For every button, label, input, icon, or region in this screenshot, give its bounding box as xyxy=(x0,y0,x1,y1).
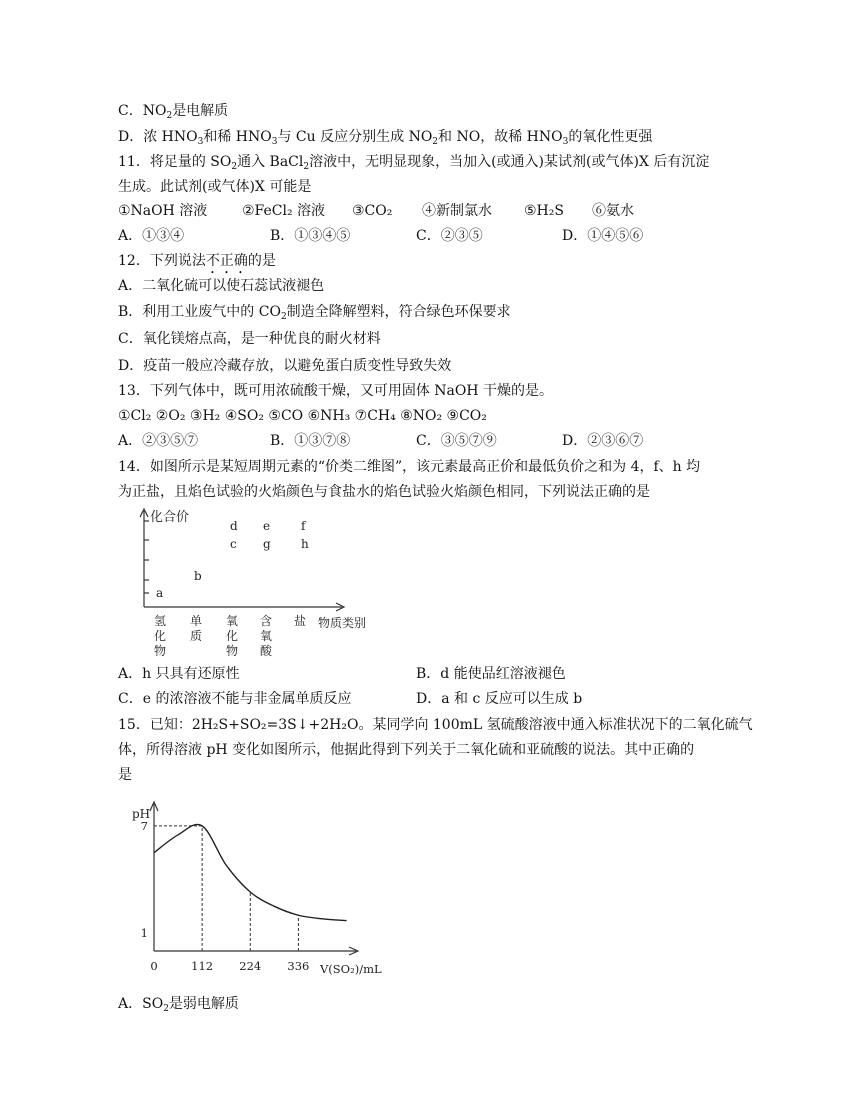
q12-stem: 12．下列说法不正确的是 xyxy=(118,253,276,269)
q13-option-b: B．①③⑦⑧ xyxy=(270,433,351,449)
emphasis-text: 不正确 xyxy=(205,253,248,269)
q11-option-c: C．②③⑤ xyxy=(416,228,483,244)
q11-item: ①NaOH 溶液 xyxy=(118,203,208,219)
q14-stem: 14．如图所示是某短周期元素的“价类二维图”，该元素最高正价和最低负价之和为 4，f、h 均 xyxy=(118,459,701,475)
category-label: 含氧酸 xyxy=(259,614,273,658)
q15-stem: 15．已知：2H₂S+SO₂=3S↓+2H₂O。某同学向 100mL 氢硫酸溶液中通入标准状况下的二氧化硫气 xyxy=(118,717,753,733)
ph-curve xyxy=(154,824,347,920)
q15-stem-end: 是 xyxy=(118,767,132,783)
y-tick-label: 7 xyxy=(140,818,148,833)
point-f: f xyxy=(301,519,306,533)
q11-option-b: B．①③④⑤ xyxy=(270,228,351,244)
category-label: 氧化物 xyxy=(225,614,239,658)
category-label: 氢化物 xyxy=(153,614,167,658)
q11-item: ④新制氯水 xyxy=(422,203,492,219)
q11-item: ②FeCl₂ 溶液 xyxy=(242,203,326,219)
point-g: g xyxy=(263,537,271,551)
chart-y-label: pH xyxy=(132,807,151,821)
q10-option-d: D．浓 $HNO_3$和稀 $HNO_3$与 Cu 反应分别生成 $NO_2$和 NO，故稀 $HNO_3$的氧化性更强 xyxy=(118,129,653,147)
y-tick-label: 1 xyxy=(140,926,148,941)
q12-option-c: C．氧化镁熔点高，是一种优良的耐火材料 xyxy=(118,331,381,347)
q11-option-d: D．①④⑤⑥ xyxy=(562,228,644,244)
q12-option-b: B．利用工业废气中的 $CO_2$制造全降解塑料，符合绿色环保要求 xyxy=(118,304,511,322)
x-tick-label: 224 xyxy=(239,959,262,973)
point-b: b xyxy=(194,569,202,583)
q11-stem: 11．将足量的 $SO_2$通入 BaCl$_2$溶液中，无明显现象，当加入(或通入)某试剂(或气体)X 后有沉淀 xyxy=(118,154,710,172)
point-h: h xyxy=(301,537,309,551)
q11-stem-cont: 生成。此试剂(或气体)X 可能是 xyxy=(118,179,312,195)
q14-option-d: D．a 和 c 反应可以生成 b xyxy=(416,691,583,707)
point-d: d xyxy=(230,519,238,533)
ph-chart xyxy=(122,798,392,980)
q13-option-d: D．②③⑥⑦ xyxy=(562,433,644,449)
point-e: e xyxy=(263,519,271,533)
q11-item: ③CO₂ xyxy=(352,203,393,219)
q12-option-d: D．疫苗一般应冷藏存放，以避免蛋白质变性导致失效 xyxy=(118,358,452,374)
q11-item: ⑥氨水 xyxy=(592,203,634,219)
q14-option-c: C．e 的浓溶液不能与非金属单质反应 xyxy=(118,691,352,707)
q14-option-b: B．d 能使品红溶液褪色 xyxy=(416,666,566,682)
q11-option-a: A．①③④ xyxy=(118,228,185,244)
category-label: 单质 xyxy=(189,614,203,643)
y-axis-label: 化合价 xyxy=(150,510,190,525)
x-tick-label: 0 xyxy=(150,959,158,973)
valence-class-diagram xyxy=(120,505,390,660)
q14-option-a: A．h 只具有还原性 xyxy=(118,666,240,682)
q15-option-a: A．$SO_2$是弱电解质 xyxy=(118,996,239,1014)
x-axis-label: 物质类别 xyxy=(318,616,367,630)
q13-stem: 13．下列气体中，既可用浓硫酸干燥，又可用固体 NaOH 干燥的是。 xyxy=(118,383,553,399)
q15-stem-cont: 体，所得溶液 pH 变化如图所示，他据此得到下列关于二氧化硫和亚硫酸的说法。其中正确的 xyxy=(118,742,695,758)
q10-option-c: C．$NO_2$是电解质 xyxy=(118,103,229,121)
x-tick-label: 336 xyxy=(287,959,310,973)
point-c: c xyxy=(230,537,237,551)
chart-x-label: V(SO₂)/mL xyxy=(320,962,382,976)
x-tick-label: 112 xyxy=(191,959,214,973)
q12-option-a: A．二氧化硫可以使石蕊试液褪色 xyxy=(118,278,325,294)
q14-stem-cont: 为正盐，且焰色试验的火焰颜色与食盐水的焰色试验火焰颜色相同，下列说法正确的是 xyxy=(118,484,650,500)
category-label: 盐 xyxy=(293,614,307,628)
point-a: a xyxy=(156,586,164,600)
q13-option-c: C．③⑤⑦⑨ xyxy=(416,433,497,449)
q13-option-a: A．②③⑤⑦ xyxy=(118,433,199,449)
q13-items: ①Cl₂ ②O₂ ③H₂ ④SO₂ ⑤CO ⑥NH₃ ⑦CH₄ ⑧NO₂ ⑨CO₂ xyxy=(118,408,487,424)
q11-item: ⑤H₂S xyxy=(524,203,564,219)
